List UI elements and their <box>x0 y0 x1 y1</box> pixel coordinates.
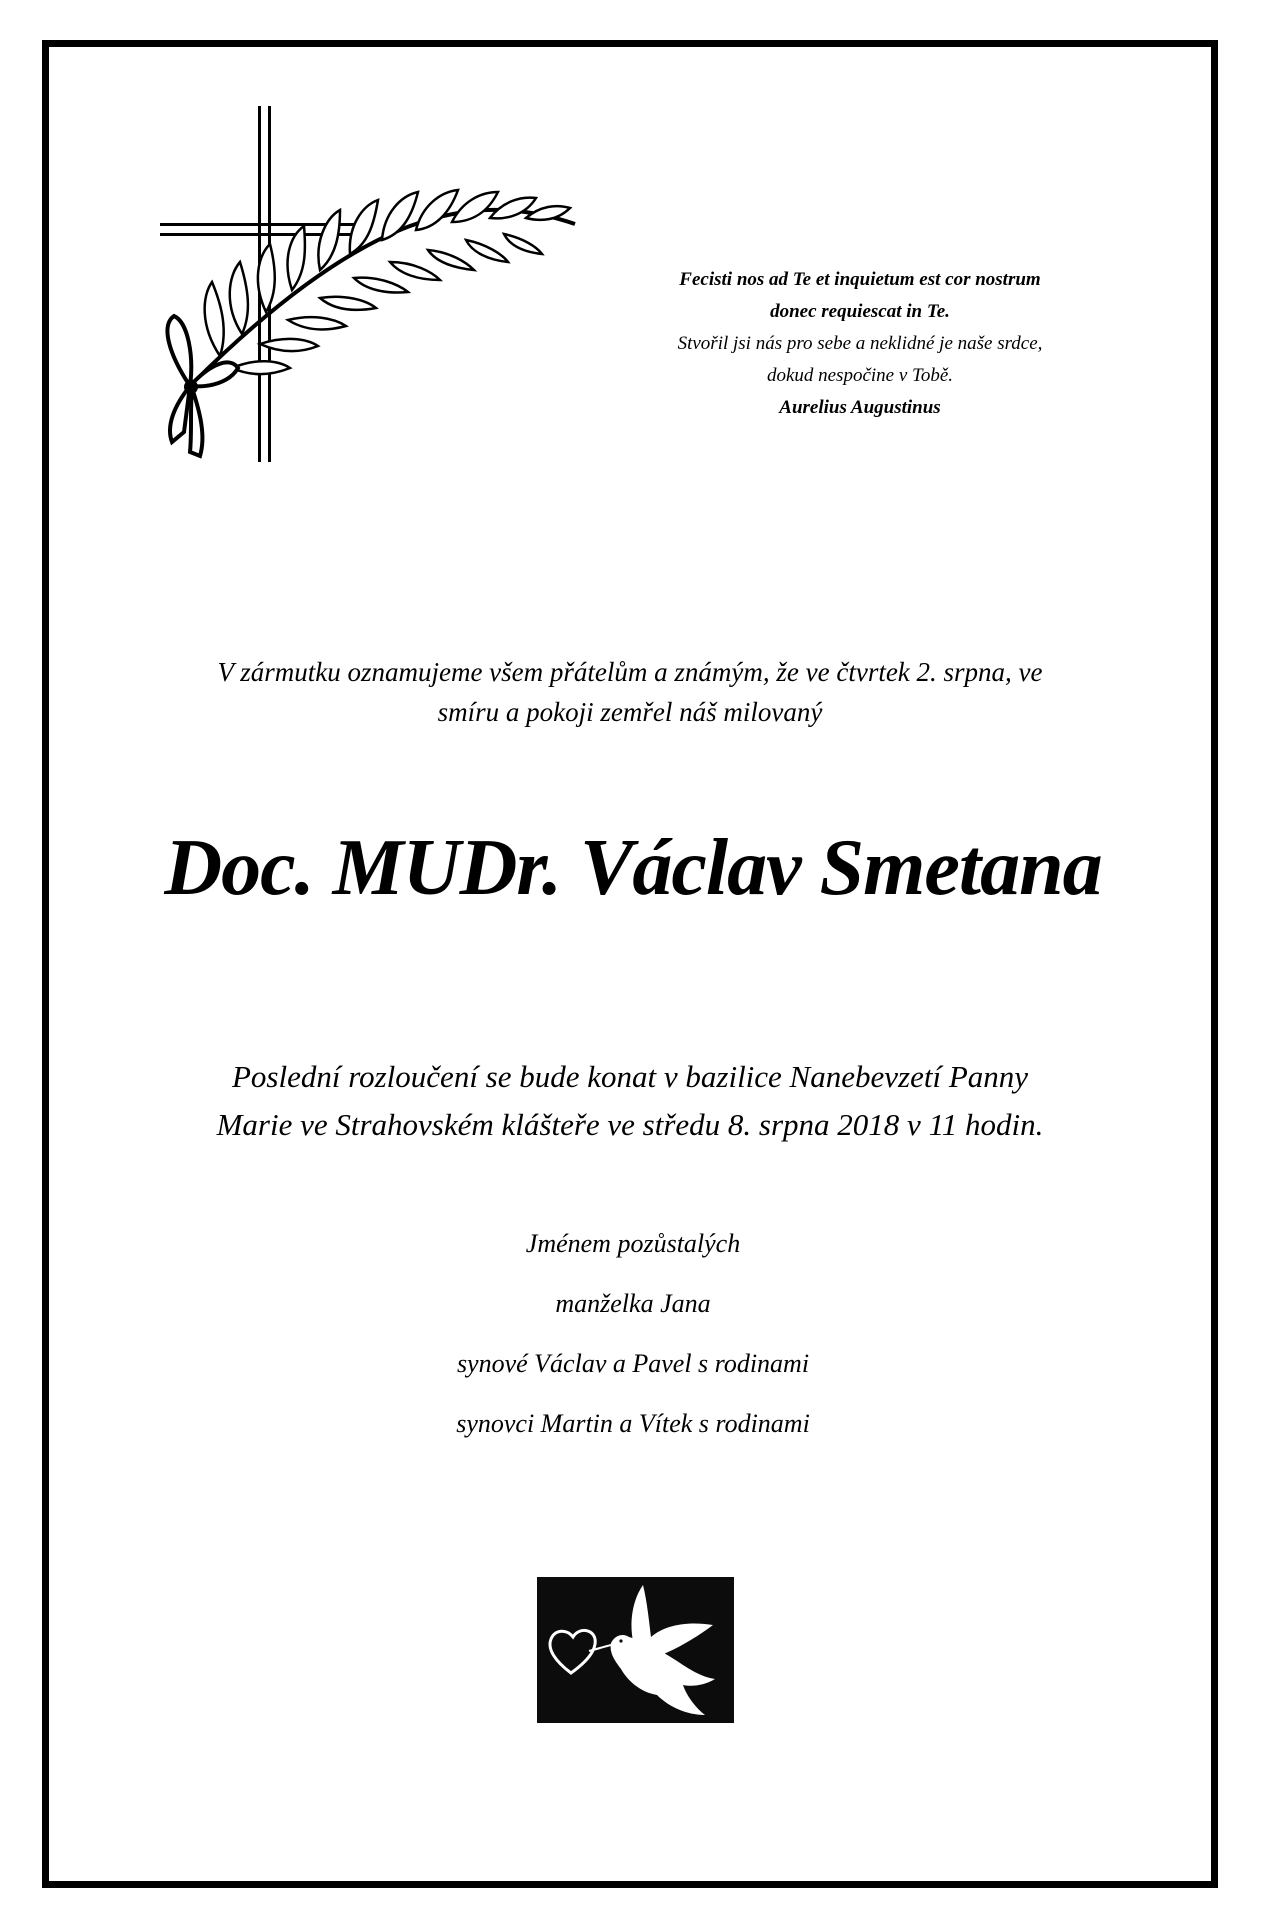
announcement-line-1: V zármutku oznamujeme všem přátelům a známým, že ve čtvrtek 2. srpna, ve <box>217 657 1043 687</box>
mourner-item: synové Václav a Pavel s rodinami <box>456 1349 810 1378</box>
quote-czech-line-2: dokud nespočine v Tobě. <box>766 365 954 386</box>
dove-with-heart-icon <box>537 1577 734 1723</box>
mourners-list <box>233 1223 1033 1463</box>
farewell-line-2: Marie ve Strahovském klášteře ve středu 8. srpna 2018 v 11 hodin. <box>216 1107 1044 1142</box>
farewell-line-1: Poslední rozloučení se bude konat v bazilice Nanebevzetí Panny <box>231 1059 1029 1094</box>
mourners-intro: Jménem pozůstalých <box>525 1229 741 1258</box>
cross-with-palm-branch-icon <box>160 106 580 462</box>
mourner-item: manželka Jana <box>555 1289 711 1318</box>
announcement-line-2: smíru a pokoji zemřel náš milovaný <box>437 697 823 727</box>
quote-czech-line-1: Stvořil jsi nás pro sebe a neklidné je naše srdce, <box>677 333 1043 354</box>
death-announcement <box>140 652 1120 732</box>
deceased-name: Doc. MUDr. Václav Smetana <box>164 824 1102 912</box>
quote-author: Aurelius Augustinus <box>779 397 941 418</box>
mourner-item: synovci Martin a Vítek s rodinami <box>456 1409 810 1438</box>
augustine-quote <box>600 264 1120 424</box>
quote-latin-line-1: Fecisti nos ad Te et inquietum est cor nostrum <box>679 269 1041 290</box>
quote-latin-line-2: donec requiescat in Te. <box>770 301 950 322</box>
funeral-details <box>140 1053 1120 1149</box>
